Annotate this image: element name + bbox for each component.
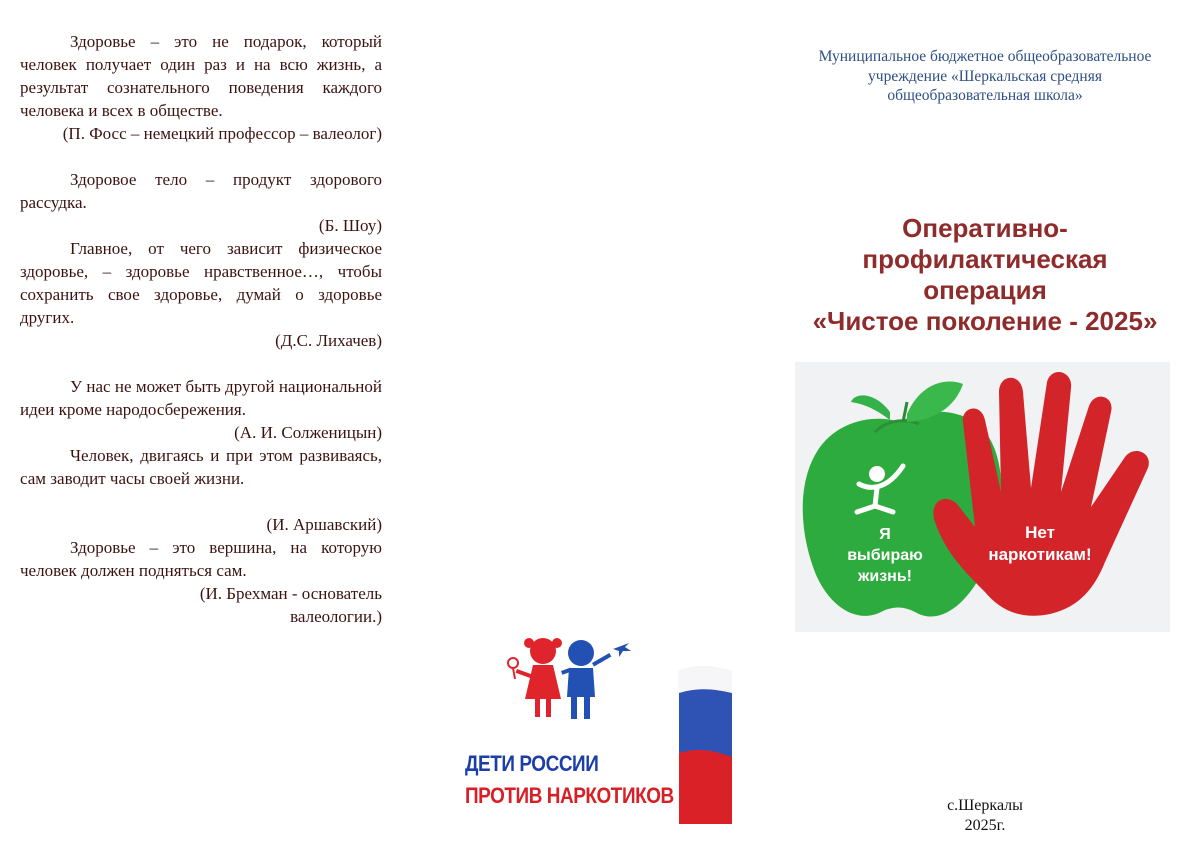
poster-title-line1: ДЕТИ РОССИИ	[465, 751, 599, 776]
hand-caption-line: Нет	[1025, 523, 1055, 542]
school-name-line: учреждение «Шеркальская средняя	[868, 67, 1102, 85]
girl-figure	[508, 638, 562, 717]
quote-text: Здоровье – это вершина, на которую человек должен подняться сам.	[20, 538, 382, 580]
poster-title-line2: ПРОТИВ НАРКОТИКОВ	[465, 783, 674, 808]
quote-text: Здоровье – это не подарок, который человек получает один раз и на всю жизнь, а результат сознательного поведения каждого человека и всех в обществе.	[20, 32, 382, 120]
quote-author: (Д.С. Лихачев)	[275, 331, 382, 350]
apple-caption-line: Я	[879, 526, 891, 543]
quote-text: У нас не может быть другой национальной идеи кроме народосбережения.	[20, 377, 382, 419]
place-and-year	[900, 796, 1070, 836]
school-name-line: общеобразовательная школа»	[887, 87, 1083, 104]
hand-caption	[970, 522, 1110, 566]
apple-caption-line: жизнь!	[858, 568, 912, 585]
year: 2025г.	[964, 817, 1006, 834]
apple-caption	[835, 524, 935, 587]
flag-red-stripe	[679, 750, 732, 824]
quote-author: (А. И. Солженицын)	[234, 423, 382, 442]
flag-white-top	[679, 666, 732, 693]
place-name: с.Шеркалы	[947, 797, 1023, 814]
quote-text: Здоровое тело – продукт здорового рассудка.	[20, 170, 382, 212]
quote-author: (П. Фосс – немецкий профессор – валеолог)	[62, 124, 382, 143]
quote-author: (И. Аршавский)	[266, 515, 382, 534]
title-line: Оперативно-	[902, 213, 1068, 243]
quote-text: Человек, двигаясь и при этом развиваясь, сам заводит часы своей жизни.	[20, 446, 382, 488]
title-line: операция	[923, 275, 1047, 305]
hand-caption-line: наркотикам!	[988, 545, 1092, 564]
title-line: профилактическая	[862, 244, 1108, 274]
school-name-line: Муниципальное бюджетное общеобразовательное	[818, 48, 1152, 65]
apple-caption-line: выбираю	[847, 547, 923, 564]
quote-author: (Б. Шоу)	[318, 216, 382, 235]
quotes-column	[20, 30, 382, 628]
children-against-drugs-poster	[453, 623, 732, 824]
title-line: «Чистое поколение - 2025»	[812, 306, 1158, 336]
boy-figure	[561, 640, 631, 719]
quote-text: Главное, от чего зависит физическое здоровье, – здоровье нравственное…, чтобы сохранить свое здоровье, думай о здоровье других.	[20, 239, 382, 327]
page-title	[780, 213, 1190, 337]
school-name	[790, 47, 1180, 106]
banner-illustration	[795, 362, 1170, 632]
choose-life-banner	[795, 362, 1170, 632]
quote-author: (И. Брехман - основатель валеологии.)	[199, 584, 382, 626]
